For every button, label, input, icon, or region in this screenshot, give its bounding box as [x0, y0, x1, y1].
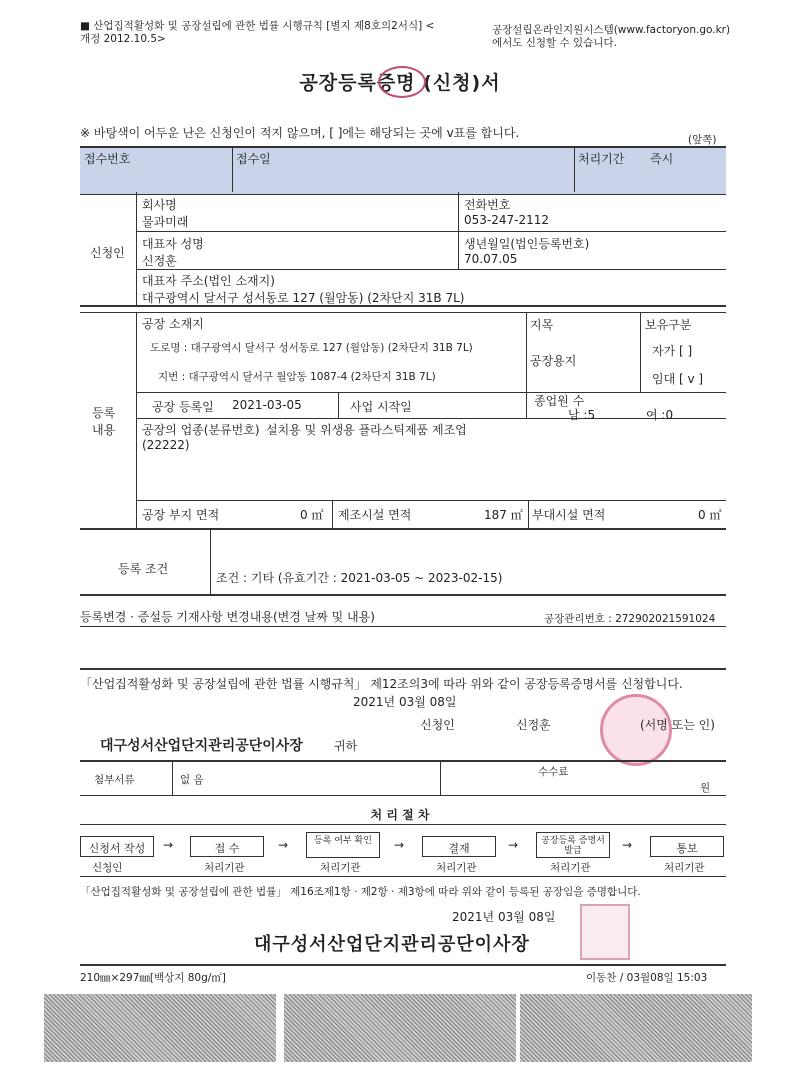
road-address: 도로명 : 대구광역시 달서구 성서동로 127 (월암동) (2차단지 31B 7L) [150, 342, 473, 354]
company-label: 회사명 [142, 198, 177, 212]
staff-female: 여 :0 [646, 408, 674, 422]
sub-area-value: 0 ㎡ [698, 508, 722, 522]
security-pattern-2 [284, 994, 516, 1062]
rep-address-label: 대표자 주소(법인 소재지) [142, 274, 275, 288]
factory-management-number: 공장관리번호 : 272902021591024 [544, 613, 716, 625]
registration-date-value: 2021-03-05 [232, 398, 302, 412]
sub-area-label: 부대시설 면적 [532, 508, 606, 522]
registration-section-label: 등록 내용 [92, 406, 116, 437]
certification-text: 「산업집적활성화 및 공장설립에 관한 법률」 제16조제1항 · 제2항 · 제3항에 따라 위와 같이 등록된 공장임을 증명합니다. [80, 886, 641, 898]
issuer-name: 대구성서산업단지관리공단이사장 [254, 934, 530, 955]
process-who-5: 처리기관 [550, 862, 591, 874]
applicant-section-label: 신청인 [90, 246, 125, 260]
process-step-3: 등록 여부 확인 [306, 832, 380, 858]
land-category-label: 지목 [530, 318, 554, 332]
ownership-self: 자가 [ ] [652, 344, 693, 358]
site-area-label: 공장 부지 면적 [142, 508, 220, 522]
process-who-6: 처리기관 [664, 862, 705, 874]
process-title: 처 리 절 차 [370, 808, 430, 822]
process-step-6: 통보 [650, 836, 724, 857]
declaration-text: 「산업집적활성화 및 공장설립에 관한 법률 시행규칙」 제12조의3에 따라 위와 같이 공장등록증명서를 신청합니다. [80, 677, 683, 691]
rep-value: 신정훈 [142, 254, 177, 268]
online-notice: 공장설립온라인지원시스템(www.factoryon.go.kr) 에서도 신청할 수 있습니다. [492, 24, 731, 49]
industry-code: (22222) [142, 438, 190, 452]
business-start-label: 사업 시작일 [350, 400, 412, 414]
issuer-official-seal [580, 904, 630, 960]
receipt-row [80, 146, 726, 195]
land-category-value: 공장용지 [530, 354, 577, 368]
ownership-label: 보유구분 [645, 318, 692, 332]
issued-by: 이동찬 / 03월08일 15:03 [586, 972, 708, 984]
notice-text: ※ 바탕색이 어두운 난은 신청인이 적지 않으며, [ ]에는 해당되는 곳에 v표를 합니다. [80, 126, 520, 140]
attachments-label: 첨부서류 [94, 774, 135, 786]
registration-date-label: 공장 등록일 [152, 400, 214, 414]
process-step-5: 공장등록 증명서발급 [536, 832, 610, 858]
page-title: 공장등록증명 (신청)서 [299, 72, 501, 94]
recipient-name: 대구성서산업단지관리공단이사장 [100, 738, 303, 754]
lot-address: 지번 : 대구광역시 달서구 월암동 1087-4 (2차단지 31B 7L) [158, 371, 436, 383]
process-step-4: 결재 [422, 836, 496, 857]
paper-spec: 210㎜×297㎜[백상지 80g/㎡] [80, 972, 226, 984]
factory-location-label: 공장 소재지 [142, 317, 204, 331]
ownership-lease: 임대 [ v ] [652, 372, 704, 386]
birth-value: 70.07.05 [464, 252, 518, 266]
process-step-2: 접 수 [190, 836, 264, 857]
process-who-3: 처리기관 [320, 862, 361, 874]
recipient-suffix: 귀하 [334, 739, 358, 753]
phone-label: 전화번호 [464, 198, 511, 212]
security-pattern-1 [44, 994, 276, 1062]
regulation-header: ■ 산업집적활성화 및 공장설립에 관한 법률 시행규칙 [별지 제8호의2서식] <개정 2012.10.5> [80, 20, 435, 45]
mfg-area-label: 제조시설 면적 [338, 508, 412, 522]
process-arrow-3: → [394, 838, 405, 852]
security-pattern-3 [520, 994, 752, 1062]
applicant-sign-name: 신정훈 [516, 718, 551, 732]
staff-male: 남 :5 [568, 408, 596, 422]
receipt-date-label: 접수일 [236, 152, 271, 166]
process-arrow-5: → [622, 838, 633, 852]
rep-address-value: 대구광역시 달서구 성서동로 127 (월암동) (2차단지 31B 7L) [142, 291, 465, 305]
phone-value: 053-247-2112 [464, 213, 550, 227]
process-who-1: 신청인 [92, 862, 123, 874]
process-who-4: 처리기관 [436, 862, 477, 874]
receipt-number-label: 접수번호 [84, 152, 131, 166]
fee-unit: 원 [700, 782, 711, 794]
condition-value: 조건 : 기타 (유효기간 : 2021-03-05 ~ 2023-02-15) [216, 571, 503, 585]
site-area-value: 0 ㎡ [300, 508, 324, 522]
condition-label: 등록 조건 [118, 562, 169, 576]
applicant-sign-label: 신청인 [420, 718, 455, 732]
processing-period-value: 즉시 [650, 152, 674, 166]
industry-label: 공장의 업종(분류번호) [142, 423, 260, 437]
staff-count-label: 종업원 수 [534, 394, 585, 408]
sign-or-seal-label: (서명 또는 인) [640, 718, 715, 732]
page-side: (앞쪽) [688, 134, 717, 146]
title-circle-mark [378, 66, 426, 98]
process-step-1: 신청서 작성 [80, 836, 154, 857]
process-arrow-1: → [163, 838, 174, 852]
certification-date: 2021년 03월 08일 [452, 910, 556, 924]
rep-label: 대표자 성명 [142, 237, 204, 251]
birth-label: 생년월일(법인등록번호) [464, 237, 590, 251]
mfg-area-value: 187 ㎡ [484, 508, 523, 522]
process-arrow-4: → [508, 838, 519, 852]
process-who-2: 처리기관 [204, 862, 245, 874]
processing-period-label: 처리기간 [578, 152, 625, 166]
fee-label: 수수료 [538, 766, 569, 778]
attachments-value: 없 음 [180, 774, 204, 786]
company-value: 물과미래 [142, 215, 189, 229]
change-history-label: 등록변경 · 증설등 기재사항 변경내용(변경 날짜 및 내용) [80, 610, 375, 624]
industry-value: 설치용 및 위생용 플라스틱제품 제조업 [266, 423, 467, 437]
process-arrow-2: → [278, 838, 289, 852]
declaration-date: 2021년 03월 08일 [353, 695, 457, 709]
